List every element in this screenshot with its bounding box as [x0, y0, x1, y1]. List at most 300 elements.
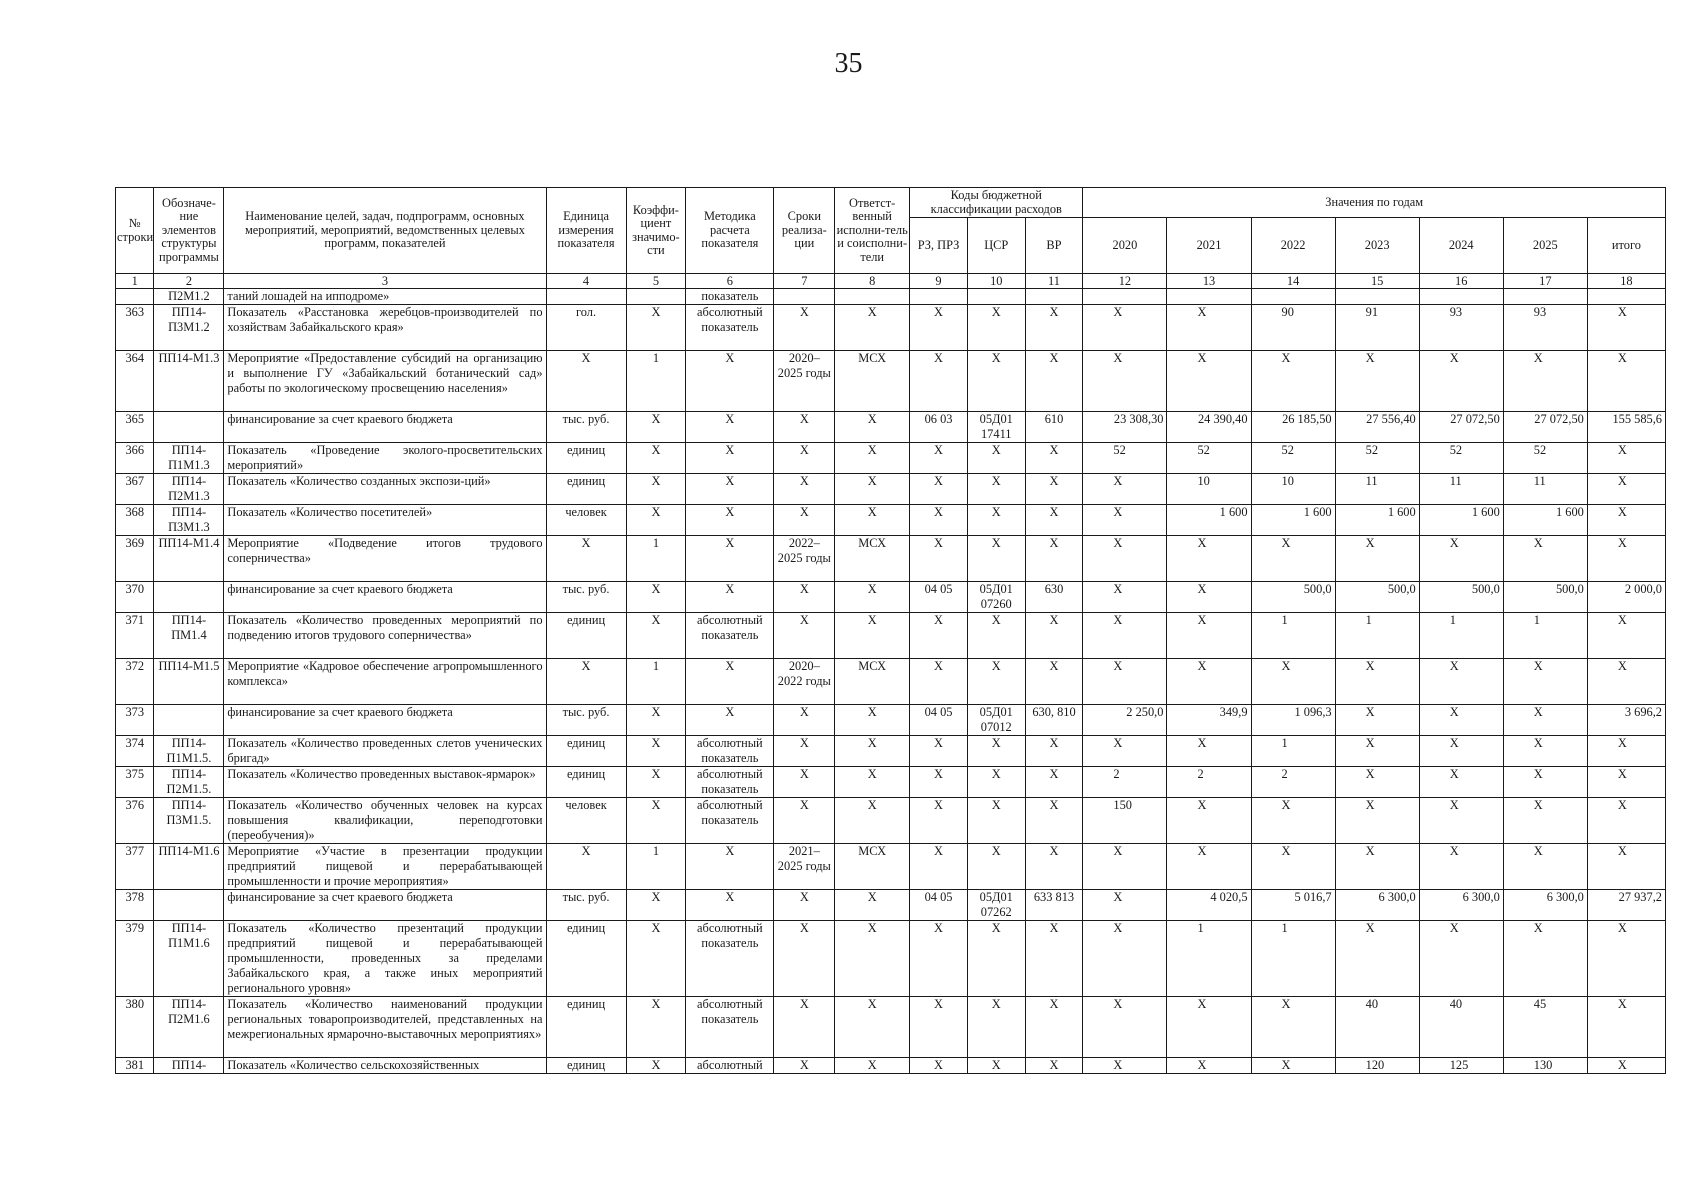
value-2025-cell: 1 600	[1503, 505, 1587, 536]
value-total-cell: X	[1587, 536, 1665, 582]
column-numbers-row	[116, 274, 1666, 289]
csr-cell: 05Д01 17411	[967, 412, 1025, 443]
name-cell: Показатель «Количество проведенных выставок-ярмарок»	[224, 767, 546, 798]
method-cell: X	[686, 351, 774, 412]
value-2022-cell: X	[1251, 536, 1335, 582]
value-2021-cell: 1 600	[1167, 505, 1251, 536]
vr-cell: X	[1025, 997, 1083, 1058]
coefficient-cell	[626, 289, 686, 305]
value-2024-cell: X	[1419, 767, 1503, 798]
value-2021-cell: X	[1167, 844, 1251, 890]
method-cell: абсолютный показатель	[686, 767, 774, 798]
rz-prz-cell: X	[910, 659, 968, 705]
value-2021-cell: X	[1167, 1058, 1251, 1074]
unit-cell: X	[546, 351, 626, 412]
header-year-2024: 2024	[1419, 218, 1503, 274]
value-2024-cell: X	[1419, 921, 1503, 997]
coefficient-cell: X	[626, 798, 686, 844]
vr-cell: X	[1025, 613, 1083, 659]
coefficient-cell: X	[626, 705, 686, 736]
value-total-cell: X	[1587, 659, 1665, 705]
table-row	[116, 659, 1666, 705]
value-2024-cell: 52	[1419, 443, 1503, 474]
executor-cell: X	[835, 997, 910, 1058]
value-2024-cell: 6 300,0	[1419, 890, 1503, 921]
value-2024-cell: 27 072,50	[1419, 412, 1503, 443]
executor-cell	[835, 289, 910, 305]
terms-cell: 2020–2025 годы	[774, 351, 835, 412]
table-row	[116, 412, 1666, 443]
rz-prz-cell: X	[910, 844, 968, 890]
designation-cell: ПП14-П3М1.3	[154, 505, 224, 536]
table-row	[116, 767, 1666, 798]
name-cell: Мероприятие «Подведение итогов трудового соперничества»	[224, 536, 546, 582]
csr-cell: X	[967, 305, 1025, 351]
executor-cell: X	[835, 736, 910, 767]
value-total-cell: 3 696,2	[1587, 705, 1665, 736]
value-total-cell: X	[1587, 844, 1665, 890]
value-2023-cell: 120	[1335, 1058, 1419, 1074]
value-2025-cell: 93	[1503, 305, 1587, 351]
unit-cell: тыс. руб.	[546, 412, 626, 443]
column-number: 13	[1167, 274, 1251, 289]
value-2024-cell: 93	[1419, 305, 1503, 351]
value-2021-cell: 10	[1167, 474, 1251, 505]
row-number-cell: 371	[116, 613, 154, 659]
value-2020-cell: X	[1083, 351, 1167, 412]
executor-cell: X	[835, 613, 910, 659]
method-cell: абсолютный показатель	[686, 997, 774, 1058]
value-2021-cell: 1	[1167, 921, 1251, 997]
name-cell: таний лошадей на ипподроме»	[224, 289, 546, 305]
column-number: 2	[154, 274, 224, 289]
header-year-2021: 2021	[1167, 218, 1251, 274]
value-2025-cell: 45	[1503, 997, 1587, 1058]
method-cell: X	[686, 582, 774, 613]
header-year-2023: 2023	[1335, 218, 1419, 274]
table-row	[116, 613, 1666, 659]
executor-cell: X	[835, 705, 910, 736]
terms-cell: X	[774, 613, 835, 659]
value-2025-cell: X	[1503, 736, 1587, 767]
vr-cell: X	[1025, 305, 1083, 351]
value-2020-cell: 2 250,0	[1083, 705, 1167, 736]
terms-cell: X	[774, 474, 835, 505]
name-cell: Показатель «Расстановка жеребцов-производителей по хозяйствам Забайкальского края»	[224, 305, 546, 351]
terms-cell: X	[774, 767, 835, 798]
value-2025-cell: X	[1503, 351, 1587, 412]
value-2021-cell: 349,9	[1167, 705, 1251, 736]
value-2023-cell: X	[1335, 705, 1419, 736]
table-row	[116, 582, 1666, 613]
table-row	[116, 736, 1666, 767]
csr-cell: X	[967, 351, 1025, 412]
value-total-cell: X	[1587, 474, 1665, 505]
value-2021-cell: X	[1167, 659, 1251, 705]
header-rz-prz: РЗ, ПРЗ	[910, 218, 968, 274]
header-year-2025: 2025	[1503, 218, 1587, 274]
rz-prz-cell: 04 05	[910, 582, 968, 613]
designation-cell: ПП14-М1.3	[154, 351, 224, 412]
value-2020-cell: X	[1083, 736, 1167, 767]
name-cell: Показатель «Количество презентаций продукции предприятий пищевой и перерабатывающей промышленности, проведенных за пределами Забайкальского края, а также иных мероприятий регионального уровня»	[224, 921, 546, 997]
method-cell: X	[686, 705, 774, 736]
designation-cell: ПП14-П2М1.5.	[154, 767, 224, 798]
value-total-cell: 2 000,0	[1587, 582, 1665, 613]
executor-cell: X	[835, 305, 910, 351]
method-cell: X	[686, 474, 774, 505]
value-total-cell: X	[1587, 351, 1665, 412]
value-2025-cell: X	[1503, 705, 1587, 736]
value-2021-cell: X	[1167, 305, 1251, 351]
method-cell: X	[686, 443, 774, 474]
value-2022-cell: 26 185,50	[1251, 412, 1335, 443]
value-2024-cell: 11	[1419, 474, 1503, 505]
csr-cell: X	[967, 736, 1025, 767]
row-number-cell: 379	[116, 921, 154, 997]
name-cell: финансирование за счет краевого бюджета	[224, 582, 546, 613]
value-total-cell	[1587, 289, 1665, 305]
rz-prz-cell	[910, 289, 968, 305]
executor-cell: X	[835, 505, 910, 536]
table-row	[116, 844, 1666, 890]
value-2023-cell: X	[1335, 844, 1419, 890]
vr-cell: X	[1025, 351, 1083, 412]
vr-cell: X	[1025, 474, 1083, 505]
column-number: 12	[1083, 274, 1167, 289]
row-number-cell: 366	[116, 443, 154, 474]
value-2025-cell: 52	[1503, 443, 1587, 474]
header-budget-codes: Коды бюджетной классификации расходов	[910, 188, 1083, 218]
method-cell: X	[686, 536, 774, 582]
terms-cell: 2022–2025 годы	[774, 536, 835, 582]
header-terms: Сроки реализа-ции	[774, 188, 835, 274]
value-2023-cell: 1 600	[1335, 505, 1419, 536]
terms-cell: X	[774, 582, 835, 613]
value-2023-cell: X	[1335, 736, 1419, 767]
value-2023-cell: 52	[1335, 443, 1419, 474]
value-2020-cell: X	[1083, 474, 1167, 505]
header-name: Наименование целей, задач, подпрограмм, основных мероприятий, мероприятий, ведомственных целевых программ, показателей	[224, 188, 546, 274]
value-total-cell: X	[1587, 505, 1665, 536]
unit-cell	[546, 289, 626, 305]
coefficient-cell: 1	[626, 844, 686, 890]
vr-cell: X	[1025, 767, 1083, 798]
designation-cell: ПП14-М1.5	[154, 659, 224, 705]
coefficient-cell: X	[626, 921, 686, 997]
header-values-by-year: Значения по годам	[1083, 188, 1666, 218]
csr-cell: X	[967, 844, 1025, 890]
column-number: 11	[1025, 274, 1083, 289]
column-number: 4	[546, 274, 626, 289]
value-2025-cell: 11	[1503, 474, 1587, 505]
row-number-cell: 381	[116, 1058, 154, 1074]
header-year-2020: 2020	[1083, 218, 1167, 274]
executor-cell: X	[835, 921, 910, 997]
value-2025-cell: X	[1503, 536, 1587, 582]
csr-cell: X	[967, 997, 1025, 1058]
terms-cell: X	[774, 412, 835, 443]
value-total-cell: 27 937,2	[1587, 890, 1665, 921]
value-2022-cell: 1 600	[1251, 505, 1335, 536]
designation-cell: ПП14-М1.4	[154, 536, 224, 582]
vr-cell: X	[1025, 736, 1083, 767]
row-number-cell: 364	[116, 351, 154, 412]
method-cell: абсолютный показатель	[686, 613, 774, 659]
value-total-cell: X	[1587, 767, 1665, 798]
value-2023-cell	[1335, 289, 1419, 305]
value-2021-cell: X	[1167, 351, 1251, 412]
terms-cell: X	[774, 505, 835, 536]
header-year-2022: 2022	[1251, 218, 1335, 274]
value-2023-cell: X	[1335, 798, 1419, 844]
rz-prz-cell: X	[910, 613, 968, 659]
row-number-cell: 378	[116, 890, 154, 921]
value-2020-cell: X	[1083, 505, 1167, 536]
rz-prz-cell: X	[910, 474, 968, 505]
value-2020-cell: 23 308,30	[1083, 412, 1167, 443]
terms-cell: X	[774, 921, 835, 997]
executor-cell: X	[835, 443, 910, 474]
row-number-cell: 374	[116, 736, 154, 767]
name-cell: Мероприятие «Участие в презентации продукции предприятий пищевой и перерабатывающей промышленности и прочие мероприятия»	[224, 844, 546, 890]
coefficient-cell: 1	[626, 536, 686, 582]
method-cell: X	[686, 505, 774, 536]
column-number: 17	[1503, 274, 1587, 289]
name-cell: Показатель «Количество проведенных мероприятий по подведению итогов трудового соперничества»	[224, 613, 546, 659]
method-cell: абсолютный показатель	[686, 798, 774, 844]
value-2025-cell: X	[1503, 921, 1587, 997]
row-number-cell: 369	[116, 536, 154, 582]
value-2020-cell: X	[1083, 890, 1167, 921]
name-cell: финансирование за счет краевого бюджета	[224, 412, 546, 443]
value-2024-cell: X	[1419, 798, 1503, 844]
header-total: итого	[1587, 218, 1665, 274]
column-number: 9	[910, 274, 968, 289]
csr-cell: 05Д01 07262	[967, 890, 1025, 921]
executor-cell: МСХ	[835, 351, 910, 412]
executor-cell: X	[835, 798, 910, 844]
csr-cell: X	[967, 536, 1025, 582]
column-number: 14	[1251, 274, 1335, 289]
method-cell: абсолютный показатель	[686, 736, 774, 767]
value-2023-cell: 6 300,0	[1335, 890, 1419, 921]
method-cell: абсолютный показатель	[686, 305, 774, 351]
unit-cell: X	[546, 659, 626, 705]
designation-cell: ПП14-П1М1.3	[154, 443, 224, 474]
column-number: 6	[686, 274, 774, 289]
vr-cell: 633 813	[1025, 890, 1083, 921]
value-2021-cell: 2	[1167, 767, 1251, 798]
coefficient-cell: X	[626, 305, 686, 351]
vr-cell: X	[1025, 921, 1083, 997]
value-2022-cell: X	[1251, 659, 1335, 705]
terms-cell: X	[774, 997, 835, 1058]
name-cell: Показатель «Количество проведенных слетов ученических бригад»	[224, 736, 546, 767]
method-cell: X	[686, 844, 774, 890]
header-coefficient: Коэффи-циент значимо-сти	[626, 188, 686, 274]
vr-cell: X	[1025, 844, 1083, 890]
designation-cell: ПП14-	[154, 1058, 224, 1074]
terms-cell: X	[774, 798, 835, 844]
value-2023-cell: 1	[1335, 613, 1419, 659]
value-2020-cell: 52	[1083, 443, 1167, 474]
designation-cell	[154, 890, 224, 921]
table-row	[116, 798, 1666, 844]
vr-cell: X	[1025, 1058, 1083, 1074]
coefficient-cell: X	[626, 997, 686, 1058]
rz-prz-cell: X	[910, 921, 968, 997]
terms-cell: X	[774, 443, 835, 474]
designation-cell: ПП14-П2М1.3	[154, 474, 224, 505]
value-2021-cell: X	[1167, 613, 1251, 659]
value-2024-cell: X	[1419, 736, 1503, 767]
value-2024-cell: X	[1419, 536, 1503, 582]
value-2023-cell: 11	[1335, 474, 1419, 505]
csr-cell: 05Д01 07260	[967, 582, 1025, 613]
value-2023-cell: 500,0	[1335, 582, 1419, 613]
value-2022-cell: X	[1251, 351, 1335, 412]
rz-prz-cell: X	[910, 1058, 968, 1074]
column-number: 3	[224, 274, 546, 289]
rz-prz-cell: X	[910, 443, 968, 474]
row-number-cell: 365	[116, 412, 154, 443]
row-number-cell: 376	[116, 798, 154, 844]
vr-cell: X	[1025, 536, 1083, 582]
value-2022-cell: 1	[1251, 613, 1335, 659]
value-2021-cell	[1167, 289, 1251, 305]
method-cell: абсолютный	[686, 1058, 774, 1074]
value-2022-cell: 500,0	[1251, 582, 1335, 613]
row-number-cell: 372	[116, 659, 154, 705]
name-cell: Показатель «Проведение эколого-просветительских мероприятий»	[224, 443, 546, 474]
value-2025-cell: 130	[1503, 1058, 1587, 1074]
value-2023-cell: X	[1335, 767, 1419, 798]
terms-cell: 2020–2022 годы	[774, 659, 835, 705]
value-2020-cell: 150	[1083, 798, 1167, 844]
header-unit: Единица измерения показателя	[546, 188, 626, 274]
value-2023-cell: 27 556,40	[1335, 412, 1419, 443]
csr-cell: X	[967, 767, 1025, 798]
csr-cell: X	[967, 443, 1025, 474]
coefficient-cell: X	[626, 582, 686, 613]
value-2021-cell: 52	[1167, 443, 1251, 474]
table-body	[116, 289, 1666, 1074]
csr-cell: X	[967, 474, 1025, 505]
table-row	[116, 921, 1666, 997]
name-cell: Показатель «Количество сельскохозяйственных	[224, 1058, 546, 1074]
unit-cell: тыс. руб.	[546, 705, 626, 736]
value-2023-cell: X	[1335, 351, 1419, 412]
unit-cell: X	[546, 844, 626, 890]
coefficient-cell: X	[626, 443, 686, 474]
value-2024-cell: X	[1419, 844, 1503, 890]
row-number-cell: 368	[116, 505, 154, 536]
vr-cell: 630	[1025, 582, 1083, 613]
value-2022-cell: X	[1251, 1058, 1335, 1074]
value-2020-cell: X	[1083, 844, 1167, 890]
value-2022-cell: X	[1251, 798, 1335, 844]
header-method: Методика расчета показателя	[686, 188, 774, 274]
value-total-cell: 155 585,6	[1587, 412, 1665, 443]
row-number-cell: 380	[116, 997, 154, 1058]
value-2021-cell: X	[1167, 536, 1251, 582]
value-2022-cell: 1 096,3	[1251, 705, 1335, 736]
unit-cell: человек	[546, 505, 626, 536]
value-2024-cell: 500,0	[1419, 582, 1503, 613]
executor-cell: МСХ	[835, 659, 910, 705]
table-row	[116, 443, 1666, 474]
value-2023-cell: X	[1335, 536, 1419, 582]
value-total-cell: X	[1587, 613, 1665, 659]
table-row	[116, 505, 1666, 536]
coefficient-cell: X	[626, 890, 686, 921]
value-total-cell: X	[1587, 736, 1665, 767]
coefficient-cell: 1	[626, 659, 686, 705]
row-number-cell: 370	[116, 582, 154, 613]
value-2023-cell: 91	[1335, 305, 1419, 351]
coefficient-cell: X	[626, 767, 686, 798]
value-2022-cell: X	[1251, 997, 1335, 1058]
method-cell: X	[686, 659, 774, 705]
column-number: 1	[116, 274, 154, 289]
row-number-cell: 373	[116, 705, 154, 736]
unit-cell: единиц	[546, 997, 626, 1058]
row-number-cell: 377	[116, 844, 154, 890]
terms-cell: X	[774, 305, 835, 351]
column-number: 16	[1419, 274, 1503, 289]
row-number-cell: 363	[116, 305, 154, 351]
value-2024-cell	[1419, 289, 1503, 305]
header-executor: Ответст-венный исполни-тель и соисполни-тели	[835, 188, 910, 274]
designation-cell: ПП14-П2М1.6	[154, 997, 224, 1058]
header-designation: Обозначе-ние элементов структуры программы	[154, 188, 224, 274]
method-cell: абсолютный показатель	[686, 921, 774, 997]
header-row-no: № строки	[116, 188, 154, 274]
terms-cell: X	[774, 736, 835, 767]
value-2024-cell: X	[1419, 659, 1503, 705]
page-number: 35	[834, 48, 863, 79]
value-2024-cell: 1 600	[1419, 505, 1503, 536]
csr-cell: X	[967, 1058, 1025, 1074]
value-2022-cell: X	[1251, 844, 1335, 890]
value-2025-cell: X	[1503, 844, 1587, 890]
table-row	[116, 997, 1666, 1058]
terms-cell: 2021–2025 годы	[774, 844, 835, 890]
column-number: 15	[1335, 274, 1419, 289]
header-csr: ЦСР	[967, 218, 1025, 274]
rz-prz-cell: X	[910, 351, 968, 412]
value-2020-cell: 2	[1083, 767, 1167, 798]
value-2020-cell	[1083, 289, 1167, 305]
value-2022-cell: 10	[1251, 474, 1335, 505]
value-total-cell: X	[1587, 443, 1665, 474]
name-cell: Мероприятие «Кадровое обеспечение агропромышленного комплекса»	[224, 659, 546, 705]
vr-cell: X	[1025, 659, 1083, 705]
column-number: 7	[774, 274, 835, 289]
vr-cell: X	[1025, 798, 1083, 844]
value-total-cell: X	[1587, 798, 1665, 844]
value-2021-cell: X	[1167, 997, 1251, 1058]
terms-cell: X	[774, 705, 835, 736]
value-total-cell: X	[1587, 997, 1665, 1058]
vr-cell	[1025, 289, 1083, 305]
value-total-cell: X	[1587, 921, 1665, 997]
table-row	[116, 705, 1666, 736]
executor-cell: МСХ	[835, 536, 910, 582]
unit-cell: единиц	[546, 1058, 626, 1074]
value-2025-cell: 6 300,0	[1503, 890, 1587, 921]
